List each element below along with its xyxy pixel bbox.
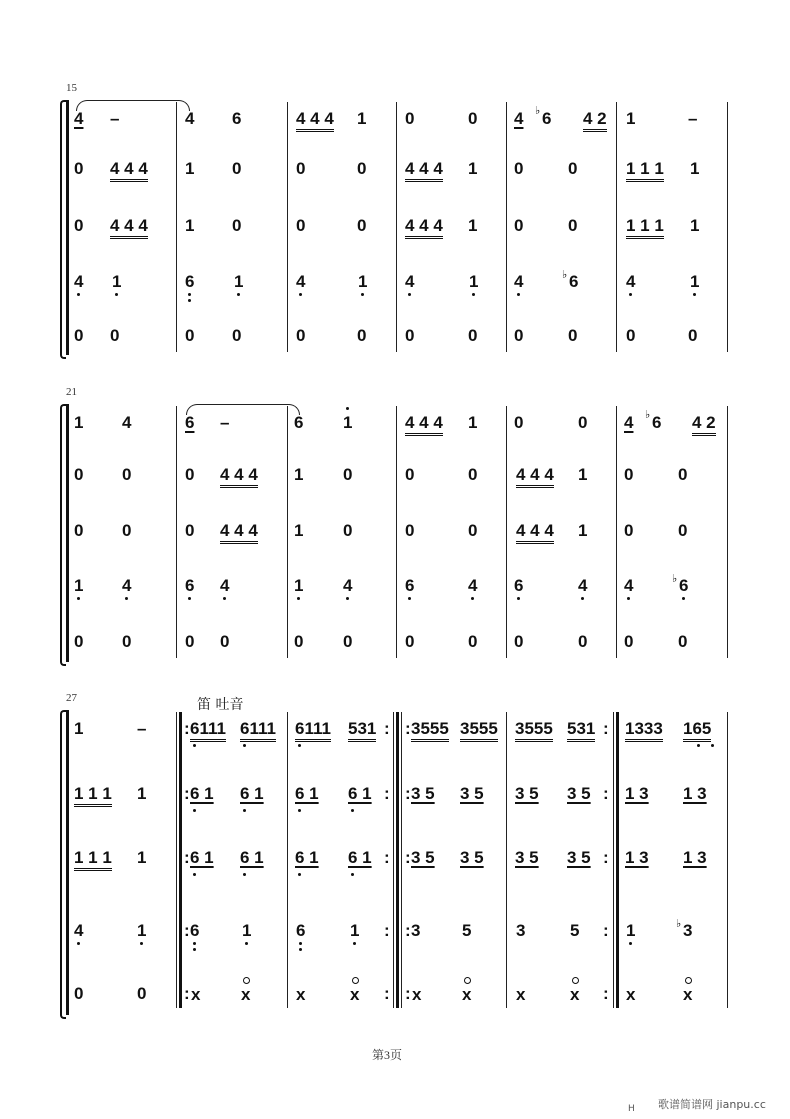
- barline: [727, 406, 728, 658]
- note: 0: [678, 521, 688, 540]
- note: 0: [185, 521, 195, 540]
- tie-arc: [76, 100, 190, 111]
- octave-dot: [697, 744, 700, 747]
- note: 6: [190, 921, 200, 940]
- note: 0: [514, 216, 524, 235]
- note: 1: [137, 921, 147, 940]
- note-group: 6 1: [190, 784, 214, 803]
- note: 1: [185, 216, 195, 235]
- note: 0: [185, 326, 195, 345]
- repeat-close: :: [384, 848, 390, 867]
- octave-dot: [299, 948, 302, 951]
- note: 0: [343, 632, 353, 651]
- note-group: 3555: [411, 720, 449, 742]
- octave-dot: [629, 942, 632, 945]
- note: 0: [185, 465, 195, 484]
- note-group: 6 1: [240, 848, 264, 867]
- percussion-x: x: [683, 985, 693, 1004]
- octave-dot: [408, 597, 411, 600]
- note-group: 6111: [240, 720, 276, 742]
- note: 0: [74, 326, 84, 345]
- barline: [396, 102, 397, 352]
- dash: –: [137, 719, 147, 738]
- note: 0: [468, 326, 478, 345]
- octave-dot: [472, 293, 475, 296]
- note: 0: [74, 159, 84, 178]
- note-group: 6 1: [190, 848, 214, 867]
- note: 0: [514, 326, 524, 345]
- note-group: 4 2: [583, 110, 607, 132]
- octave-dot: [188, 597, 191, 600]
- note: 0: [468, 632, 478, 651]
- octave-dot: [351, 809, 354, 812]
- note: 0: [405, 465, 415, 484]
- note-group: 1 1 1: [74, 849, 112, 871]
- note-group: 6 1: [348, 848, 372, 867]
- note-group: 3 5: [567, 848, 591, 867]
- note: 4: [185, 109, 195, 128]
- barline: [727, 712, 728, 1008]
- note: 6: [514, 576, 524, 595]
- note: 4: [122, 576, 132, 595]
- barline: [727, 102, 728, 352]
- note: 4: [626, 272, 636, 291]
- note: 0: [405, 109, 415, 128]
- repeat-close: :: [603, 719, 609, 738]
- octave-dot: [77, 942, 80, 945]
- note: 0: [137, 984, 147, 1003]
- site-watermark: 歌谱简谱网 jianpu.cc: [658, 1098, 766, 1111]
- note: 1: [468, 413, 478, 432]
- barline: [613, 712, 614, 1008]
- note-group: 4 4 4: [516, 522, 554, 544]
- note: 1: [294, 465, 304, 484]
- octave-dot: [298, 744, 301, 747]
- note: 1: [137, 848, 147, 867]
- note: 0: [405, 326, 415, 345]
- note-group: 4 4 4: [405, 414, 443, 436]
- note-group: 6 1: [295, 784, 319, 803]
- note-group: 1333: [625, 720, 663, 742]
- note: 1: [74, 576, 84, 595]
- note: 1: [358, 272, 368, 291]
- note: 0: [678, 632, 688, 651]
- note: 1: [137, 784, 147, 803]
- octave-dot: [193, 873, 196, 876]
- octave-dot: [517, 293, 520, 296]
- note: 3: [516, 921, 526, 940]
- octave-dot: [299, 942, 302, 945]
- note: 0: [296, 216, 306, 235]
- repeat-close: :: [603, 984, 609, 1003]
- octave-dot: [140, 942, 143, 945]
- octave-dot: [188, 293, 191, 296]
- note: 0: [688, 326, 698, 345]
- note: 4: [74, 272, 84, 291]
- barline: [506, 712, 507, 1008]
- tie-arc: [186, 404, 300, 415]
- note-group: 1 3: [625, 784, 649, 803]
- octave-dot: [682, 597, 685, 600]
- barline: [176, 102, 177, 352]
- note: 1: [357, 109, 367, 128]
- note: 1: [350, 921, 360, 940]
- note: 4: [468, 576, 478, 595]
- note: 1: [469, 272, 479, 291]
- dash: –: [110, 109, 120, 128]
- note-group: 4 4 4: [405, 217, 443, 239]
- open-circle-mark: [685, 977, 692, 984]
- note: 1: [626, 921, 636, 940]
- open-circle-mark: [352, 977, 359, 984]
- repeat-open: :: [405, 719, 411, 738]
- repeat-close: :: [384, 719, 390, 738]
- octave-dot: [581, 597, 584, 600]
- barline: [393, 712, 394, 1008]
- note-group: 6 1: [295, 848, 319, 867]
- note: 0: [624, 521, 634, 540]
- note: 1: [112, 272, 122, 291]
- note-group: 1 3: [683, 784, 707, 803]
- note: 5: [462, 921, 472, 940]
- repeat-close: :: [384, 784, 390, 803]
- percussion-x: x: [412, 985, 422, 1004]
- note: 4: [624, 413, 634, 432]
- octave-dot: [361, 293, 364, 296]
- flat-sign: ♭: [562, 268, 568, 281]
- repeat-close: :: [384, 921, 390, 940]
- note: 1: [234, 272, 244, 291]
- note: 1: [294, 521, 304, 540]
- octave-dot: [125, 597, 128, 600]
- note-group: 3555: [515, 720, 553, 742]
- barline: [176, 712, 177, 1008]
- note: 0: [568, 326, 578, 345]
- percussion-x: x: [296, 985, 306, 1004]
- note: 0: [568, 216, 578, 235]
- open-circle-mark: [572, 977, 579, 984]
- note: 1: [343, 413, 353, 432]
- measure-number: 15: [66, 82, 77, 94]
- barline: [396, 406, 397, 658]
- repeat-open: :: [405, 984, 411, 1003]
- note-group: 6 1: [348, 784, 372, 803]
- repeat-barline-thick: [396, 712, 399, 1008]
- repeat-open: :: [405, 784, 411, 803]
- percussion-x: x: [516, 985, 526, 1004]
- note: 0: [296, 159, 306, 178]
- note: 0: [74, 465, 84, 484]
- note: 0: [514, 413, 524, 432]
- octave-dot: [237, 293, 240, 296]
- note: 0: [74, 216, 84, 235]
- note-group: 1 3: [625, 848, 649, 867]
- octave-dot: [77, 293, 80, 296]
- note-group: 531: [348, 720, 376, 742]
- note-group: 4 4 4: [220, 522, 258, 544]
- octave-dot: [243, 809, 246, 812]
- corner-mark: H: [628, 1104, 635, 1114]
- note: 1: [626, 109, 636, 128]
- note-group: 6 1: [240, 784, 264, 803]
- measure-number: 27: [66, 692, 77, 704]
- repeat-open: :: [405, 921, 411, 940]
- note: 6: [185, 576, 195, 595]
- note: 0: [343, 521, 353, 540]
- repeat-close: :: [384, 984, 390, 1003]
- percussion-x: x: [241, 985, 251, 1004]
- octave-dot: [188, 299, 191, 302]
- dash: –: [220, 413, 230, 432]
- performance-annotation: 笛 吐音: [197, 697, 244, 713]
- note: 6: [679, 576, 689, 595]
- note: 6: [296, 921, 306, 940]
- note: 1: [690, 272, 700, 291]
- note: 1: [74, 719, 84, 738]
- note: 6: [185, 272, 195, 291]
- note: 1: [690, 216, 700, 235]
- note: 4: [220, 576, 230, 595]
- octave-dot: [629, 293, 632, 296]
- flat-sign: ♭: [645, 408, 651, 421]
- note-group: 3 5: [460, 784, 484, 803]
- octave-dot: [115, 293, 118, 296]
- octave-dot: [298, 873, 301, 876]
- note: 0: [296, 326, 306, 345]
- octave-dot: [243, 873, 246, 876]
- octave-dot: [298, 809, 301, 812]
- note-group: 4 4 4: [110, 217, 148, 239]
- note: 1: [185, 159, 195, 178]
- note: 0: [405, 521, 415, 540]
- note: 0: [468, 465, 478, 484]
- note: 1: [468, 159, 478, 178]
- octave-dot: [193, 744, 196, 747]
- percussion-x: x: [626, 985, 636, 1004]
- note: 0: [514, 632, 524, 651]
- barline: [287, 102, 288, 352]
- octave-dot: [711, 744, 714, 747]
- octave-dot: [245, 942, 248, 945]
- note: 0: [357, 326, 367, 345]
- repeat-close: :: [603, 848, 609, 867]
- octave-dot: [243, 744, 246, 747]
- percussion-x: x: [462, 985, 472, 1004]
- note: 1: [294, 576, 304, 595]
- note-group: 3 5: [411, 784, 435, 803]
- percussion-x: x: [570, 985, 580, 1004]
- repeat-open: :: [405, 848, 411, 867]
- note: 4: [514, 272, 524, 291]
- note: 0: [678, 465, 688, 484]
- note-group: 4 2: [692, 414, 716, 436]
- note: 0: [232, 216, 242, 235]
- dash: –: [688, 109, 698, 128]
- flat-sign: ♭: [676, 917, 682, 930]
- note-group: 3 5: [411, 848, 435, 867]
- open-circle-mark: [243, 977, 250, 984]
- note: 6: [294, 413, 304, 432]
- system-bracket-bar: [66, 404, 69, 662]
- note-group: 6111: [190, 720, 226, 742]
- octave-dot: [471, 597, 474, 600]
- note: 0: [468, 109, 478, 128]
- note: 0: [74, 984, 84, 1003]
- note: 4: [122, 413, 132, 432]
- note: 6: [185, 413, 195, 432]
- octave-dot: [346, 407, 349, 410]
- octave-dot: [517, 597, 520, 600]
- octave-dot: [193, 809, 196, 812]
- note-group: 6111: [295, 720, 331, 742]
- note: 0: [405, 632, 415, 651]
- note-group: 4 4 4: [110, 160, 148, 182]
- repeat-barline-thick: [179, 712, 182, 1008]
- note-group: 165: [683, 720, 711, 742]
- note: 4: [296, 272, 306, 291]
- note: 6: [569, 272, 579, 291]
- note: 0: [626, 326, 636, 345]
- octave-dot: [77, 597, 80, 600]
- note: 4: [405, 272, 415, 291]
- note-group: 3555: [460, 720, 498, 742]
- note: 5: [570, 921, 580, 940]
- octave-dot: [299, 293, 302, 296]
- measure-number: 21: [66, 386, 77, 398]
- system-bracket-bar: [66, 710, 69, 1015]
- note: 0: [110, 326, 120, 345]
- octave-dot: [193, 948, 196, 951]
- octave-dot: [297, 597, 300, 600]
- note: 0: [232, 326, 242, 345]
- flat-sign: ♭: [535, 104, 541, 117]
- note: 0: [74, 521, 84, 540]
- repeat-barline-thick: [616, 712, 619, 1008]
- note: 1: [578, 465, 588, 484]
- note: 6: [232, 109, 242, 128]
- percussion-x: x: [350, 985, 360, 1004]
- note-group: 3 5: [567, 784, 591, 803]
- note-group: 3 5: [515, 784, 539, 803]
- note: 0: [357, 216, 367, 235]
- repeat-close: :: [603, 921, 609, 940]
- note-group: 3 5: [515, 848, 539, 867]
- barline: [506, 406, 507, 658]
- octave-dot: [223, 597, 226, 600]
- note: 6: [652, 413, 662, 432]
- note-group: 1 1 1: [626, 217, 664, 239]
- repeat-open: :: [184, 784, 190, 803]
- octave-dot: [408, 293, 411, 296]
- note: 4: [514, 109, 524, 128]
- note: 0: [624, 465, 634, 484]
- repeat-open: :: [184, 848, 190, 867]
- octave-dot: [193, 942, 196, 945]
- octave-dot: [351, 873, 354, 876]
- octave-dot: [353, 942, 356, 945]
- note: 0: [343, 465, 353, 484]
- note: 0: [357, 159, 367, 178]
- note: 0: [232, 159, 242, 178]
- note: 1: [690, 159, 700, 178]
- note-group: 1 1 1: [626, 160, 664, 182]
- barline: [506, 102, 507, 352]
- note: 1: [578, 521, 588, 540]
- note-group: 4 4 4: [296, 110, 334, 132]
- barline: [616, 406, 617, 658]
- note: 4: [74, 921, 84, 940]
- note: 0: [122, 632, 132, 651]
- page-number: 第3页: [372, 1048, 403, 1062]
- barline: [287, 406, 288, 658]
- note: 0: [122, 465, 132, 484]
- note-group: 531: [567, 720, 595, 742]
- note: 1: [468, 216, 478, 235]
- note-group: 4 4 4: [220, 466, 258, 488]
- note: 0: [514, 159, 524, 178]
- note: 0: [624, 632, 634, 651]
- open-circle-mark: [464, 977, 471, 984]
- repeat-open: :: [184, 921, 190, 940]
- note-group: 1 3: [683, 848, 707, 867]
- barline: [401, 712, 402, 1008]
- note: 0: [294, 632, 304, 651]
- note: 3: [411, 921, 421, 940]
- note: 0: [220, 632, 230, 651]
- system-bracket-bar: [66, 100, 69, 355]
- note: 0: [578, 632, 588, 651]
- note: 4: [343, 576, 353, 595]
- note: 0: [122, 521, 132, 540]
- repeat-open: :: [184, 984, 190, 1003]
- note: 1: [242, 921, 252, 940]
- note: 0: [468, 521, 478, 540]
- note: 4: [624, 576, 634, 595]
- note: 4: [578, 576, 588, 595]
- note: 0: [185, 632, 195, 651]
- note-group: 3 5: [460, 848, 484, 867]
- barline: [176, 406, 177, 658]
- note: 3: [683, 921, 693, 940]
- note: 1: [74, 413, 84, 432]
- note: 4: [74, 109, 84, 128]
- flat-sign: ♭: [672, 572, 678, 585]
- note: 0: [74, 632, 84, 651]
- note-group: 4 4 4: [516, 466, 554, 488]
- barline: [287, 712, 288, 1008]
- note-group: 1 1 1: [74, 785, 112, 807]
- note: 0: [568, 159, 578, 178]
- note-group: 4 4 4: [405, 160, 443, 182]
- octave-dot: [693, 293, 696, 296]
- note: 6: [542, 109, 552, 128]
- note: 6: [405, 576, 415, 595]
- repeat-close: :: [603, 784, 609, 803]
- barline: [616, 102, 617, 352]
- percussion-x: x: [191, 985, 201, 1004]
- note: 0: [578, 413, 588, 432]
- repeat-open: :: [184, 719, 190, 738]
- octave-dot: [346, 597, 349, 600]
- octave-dot: [627, 597, 630, 600]
